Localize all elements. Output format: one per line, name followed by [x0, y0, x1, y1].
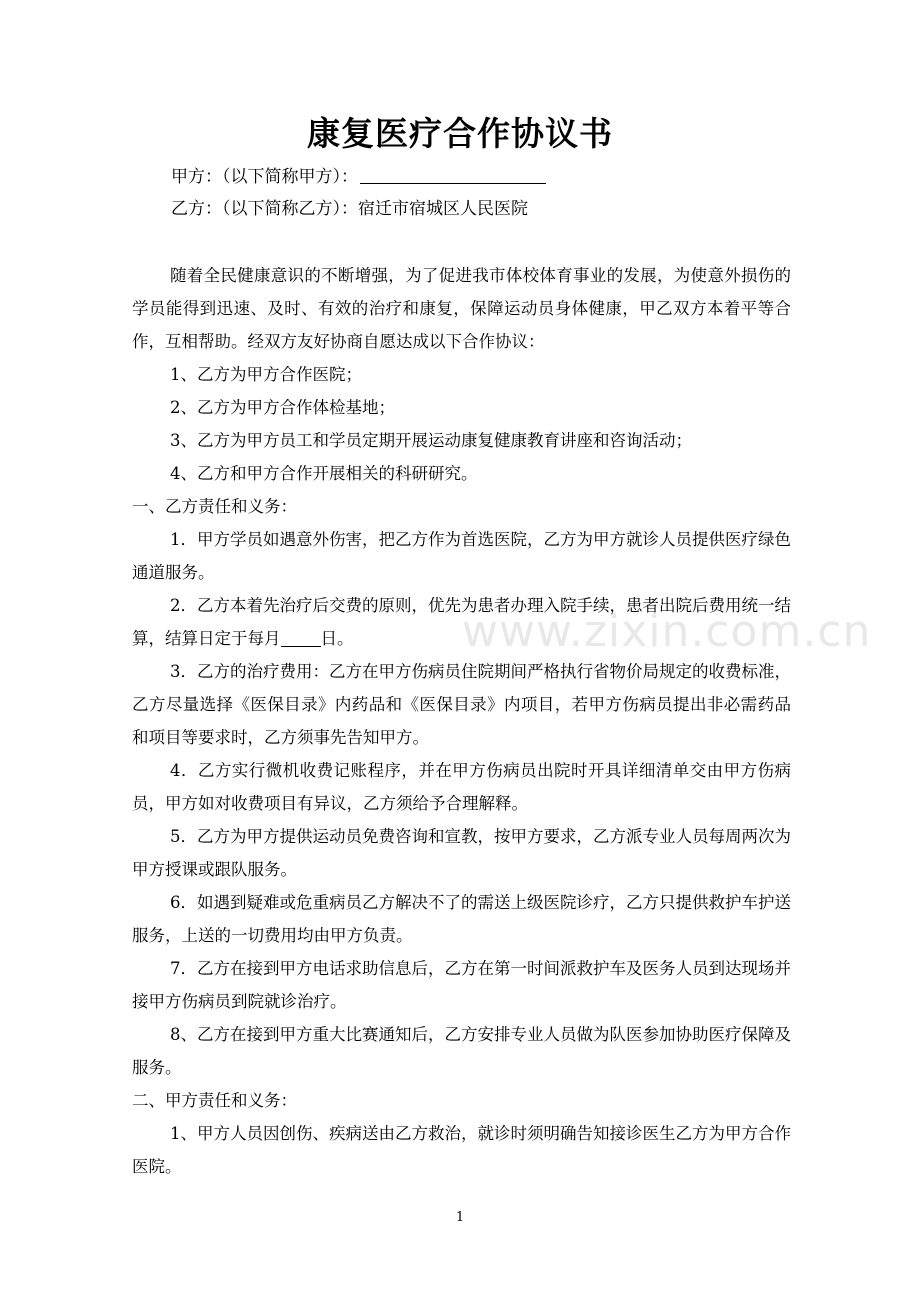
agreement-item: 1、乙方为甲方合作医院；	[170, 365, 362, 384]
agreement-item: 3、乙方为甲方员工和学员定期开展运动康复健康教育讲座和咨询活动；	[170, 431, 692, 450]
intro-paragraph: 随着全民健康意识的不断增强，为了促进我市体校体育事业的发展，为使意外损伤的学员能得到迅速、及时、有效的治疗和康复，保障运动员身体健康，甲乙双方本着平等合作，互相帮助。经双方友好协商自愿达成以下合作协议：	[132, 266, 791, 351]
party-b-duty-item: 4．乙方实行微机收费记账程序，并在甲方伤病员出院时开具详细清单交由甲方伤病员，甲方如对收费项目有异议，乙方须给予合理解释。	[132, 761, 791, 813]
settlement-text: 2．乙方本着先治疗后交费的原则，优先为患者办理入院手续，患者出院后费用统一结算，结算日定于每月	[132, 596, 791, 648]
party-b-duty-item: 5．乙方为甲方提供运动员免费咨询和宣教，按甲方要求，乙方派专业人员每周两次为甲方授课或跟队服务。	[132, 827, 791, 879]
party-a-duty-item: 1、甲方人员因创伤、疾病送由乙方救治，就诊时须明确告知接诊医生乙方为甲方合作医院。	[132, 1124, 791, 1176]
party-b-line: 乙方：（以下简称乙方）：宿迁市宿城区人民医院	[171, 199, 528, 219]
agreement-item: 4、乙方和甲方合作开展相关的科研研究。	[170, 464, 478, 483]
party-b-duty-item: 6．如遇到疑难或危重病员乙方解决不了的需送上级医院诊疗，乙方只提供救护车护送服务，上送的一切费用均由甲方负责。	[132, 893, 791, 945]
watermark: www.zixin.com.cn	[462, 606, 872, 657]
document-title: 康复医疗合作协议书	[307, 114, 613, 153]
party-b-duty-item-settlement	[132, 589, 791, 655]
document-body	[132, 259, 791, 1183]
section-heading-party-b: 一、乙方责任和义务：	[132, 497, 297, 516]
page-number: 1	[455, 1210, 465, 1225]
party-b-duty-item: 3．乙方的治疗费用：乙方在甲方伤病员住院期间严格执行省物价局规定的收费标准，乙方尽量选择《医保目录》内药品和《医保目录》内项目，若甲方伤病员提出非必需药品和项目等要求时，乙方须事先告知甲方。	[132, 662, 791, 747]
party-b-duty-item: 1．甲方学员如遇意外伤害，把乙方作为首选医院，乙方为甲方就诊人员提供医疗绿色通道服务。	[132, 530, 791, 582]
party-b-duty-item: 7．乙方在接到甲方电话求助信息后，乙方在第一时间派救护车及医务人员到达现场并接甲方伤病员到院就诊治疗。	[132, 959, 791, 1011]
party-a-line	[171, 165, 546, 189]
section-heading-party-a: 二、甲方责任和义务：	[132, 1091, 297, 1110]
party-a-label: 甲方：（以下简称甲方）：	[171, 167, 358, 187]
settlement-day-blank	[281, 628, 321, 647]
party-a-blank	[360, 165, 546, 184]
settlement-suffix: 日。	[320, 629, 354, 648]
agreement-item: 2、乙方为甲方合作体检基地；	[170, 398, 395, 417]
party-b-duty-item: 8、乙方在接到甲方重大比赛通知后，乙方安排专业人员做为队医参加协助医疗保障及服务。	[132, 1025, 791, 1077]
